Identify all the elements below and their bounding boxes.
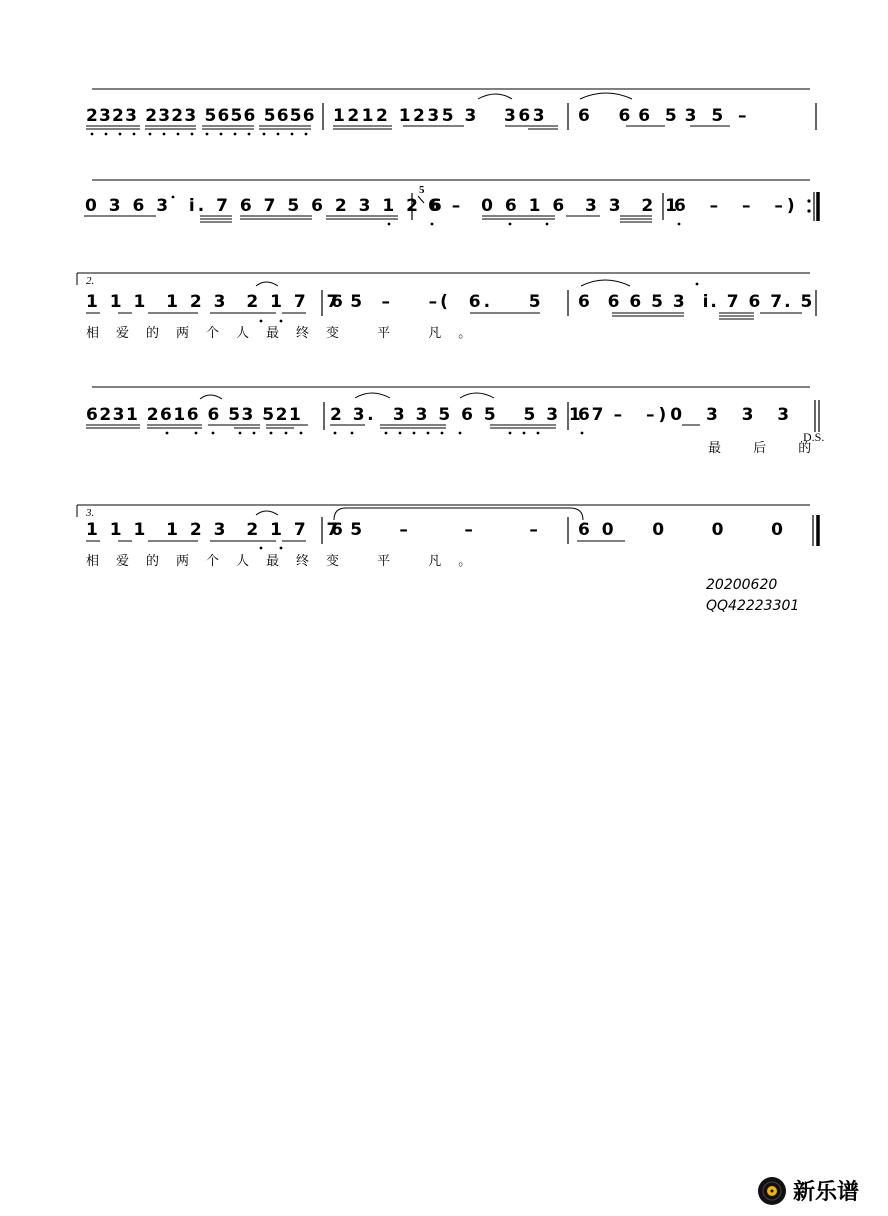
system1-notes-c: 6 6 6 5 3 5 – (578, 106, 748, 126)
system4-notes-c: 6 – –)0 3 3 3 (578, 405, 794, 425)
system3-notes-a: 1 1 1 1 2 3 2 1 7 7 5 (86, 292, 366, 312)
system1-notes-a: 2323 2323 5656 5656 (86, 106, 316, 126)
site-logo (757, 1175, 859, 1206)
system5-lyrics: 相爱的两个人最终变 平 凡。 (86, 554, 489, 569)
system3-notes-b: 6 – –( 6. 5 (331, 292, 544, 312)
system3-lyrics: 相爱的两个人最终变 平 凡。 (86, 326, 489, 341)
system5-notes-b: 6 – – – (331, 520, 541, 540)
system4-notes-a: 6231 2616 6 53 521 (86, 405, 303, 425)
system3-notes-c: 6 6 6 5 3 i. 7 6 7. 5 (578, 292, 815, 312)
date-stamp: 20200620 (706, 577, 778, 593)
system4-lyrics: 最 后 的 (708, 441, 826, 456)
system4-notes-b: 2 3. 3 3 5 6 5 5 3 1 7 (330, 405, 607, 425)
system2-notes-a: 0 3 6 3 i. 7 6 7 5 6 2 3 1 2 6 (85, 196, 445, 216)
qq-contact: QQ42223301 (706, 598, 800, 614)
fermata-mark: 5 (419, 184, 425, 196)
system1-notes-b: 1212 1235 3 363 (333, 106, 548, 126)
vinyl-record-icon (757, 1176, 787, 1206)
volta-3-label: 3. (86, 507, 95, 519)
system2-notes-c: 6 – – –) (674, 196, 799, 216)
system5-notes-a: 1 1 1 1 2 3 2 1 7 7 5 (86, 520, 366, 540)
logo-text: 新乐谱 (793, 1180, 860, 1205)
system2-notes-b: 6 – 0 6 1 6 3 3 2 1 (428, 196, 680, 216)
ds-mark: D.S. (803, 430, 825, 444)
system5-notes-c: 6 0 0 0 0 (578, 520, 786, 540)
volta-2-label: 2. (86, 275, 95, 287)
